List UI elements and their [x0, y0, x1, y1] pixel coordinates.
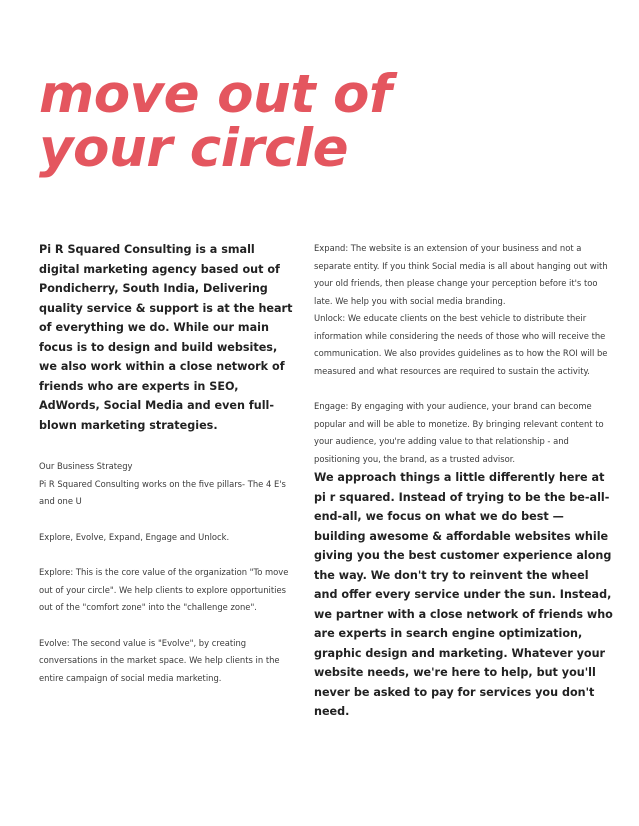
engage-paragraph: Engage: By engaging with your audience, your brand can become popular and will be able to monetize. By bringing relevant content to your audience, you're adding value to that relationship - and positioning you, the brand, as a trusted advisor.	[314, 401, 604, 464]
intro-paragraph: Pi R Squared Consulting is a small digital marketing agency based out of Pondicherry, South India, Delivering quality service & support is at the heart of everything we do. While our main focus is to design and build websites, we also work within a close network of friends who are experts in SEO, AdWords, Social Media and even full-blown marketing strategies.	[39, 243, 293, 432]
expand-paragraph: Expand: The website is an extension of your business and not a separate entity. If you think Social media is all about hanging out with your old friends, then please change your perception before it's too late. We help you with social media branding.	[314, 243, 608, 306]
approach-paragraph: We approach things a little differently here at pi r squared. Instead of trying to be the be-all-end-all, we focus on what we do best — building awesome & affordable websites while giving you the best customer experience along the way. We don't try to reinvent the wheel and offer every service under the sun. Instead, we partner with a close network of friends who are experts in search engine optimization, graphic design and marketing. Whatever your website needs, we're here to help, but you'll never be asked to pay for services you don't need.	[314, 471, 613, 718]
evolve-paragraph: Evolve: The second value is "Evolve", by creating conversations in the market space. We help clients in the entire campaign of social media marketing.	[39, 637, 280, 683]
title-line-2: your circle	[39, 118, 349, 179]
title-line-1: move out of	[39, 64, 392, 125]
strategy-heading: Our Business Strategy	[39, 461, 133, 471]
right-column	[314, 240, 614, 722]
strategy-block	[39, 458, 297, 511]
page-title	[39, 64, 392, 179]
explore-paragraph: Explore: This is the core value of the organization "To move out of your circle". We help clients to explore opportunities out of the "comfort zone" into the "challenge zone".	[39, 567, 289, 612]
strategy-text: Pi R Squared Consulting works on the five pillars- The 4 E's and one U	[39, 478, 286, 506]
unlock-paragraph: Unlock: We educate clients on the best vehicle to distribute their information while considering the needs of those who will receive the communication. We also provides guidelines as to how the ROI will be measured and what resources are required to sustain the activity.	[314, 313, 608, 376]
pillars-paragraph: Explore, Evolve, Expand, Engage and Unlock.	[39, 531, 230, 542]
left-column	[39, 240, 297, 687]
